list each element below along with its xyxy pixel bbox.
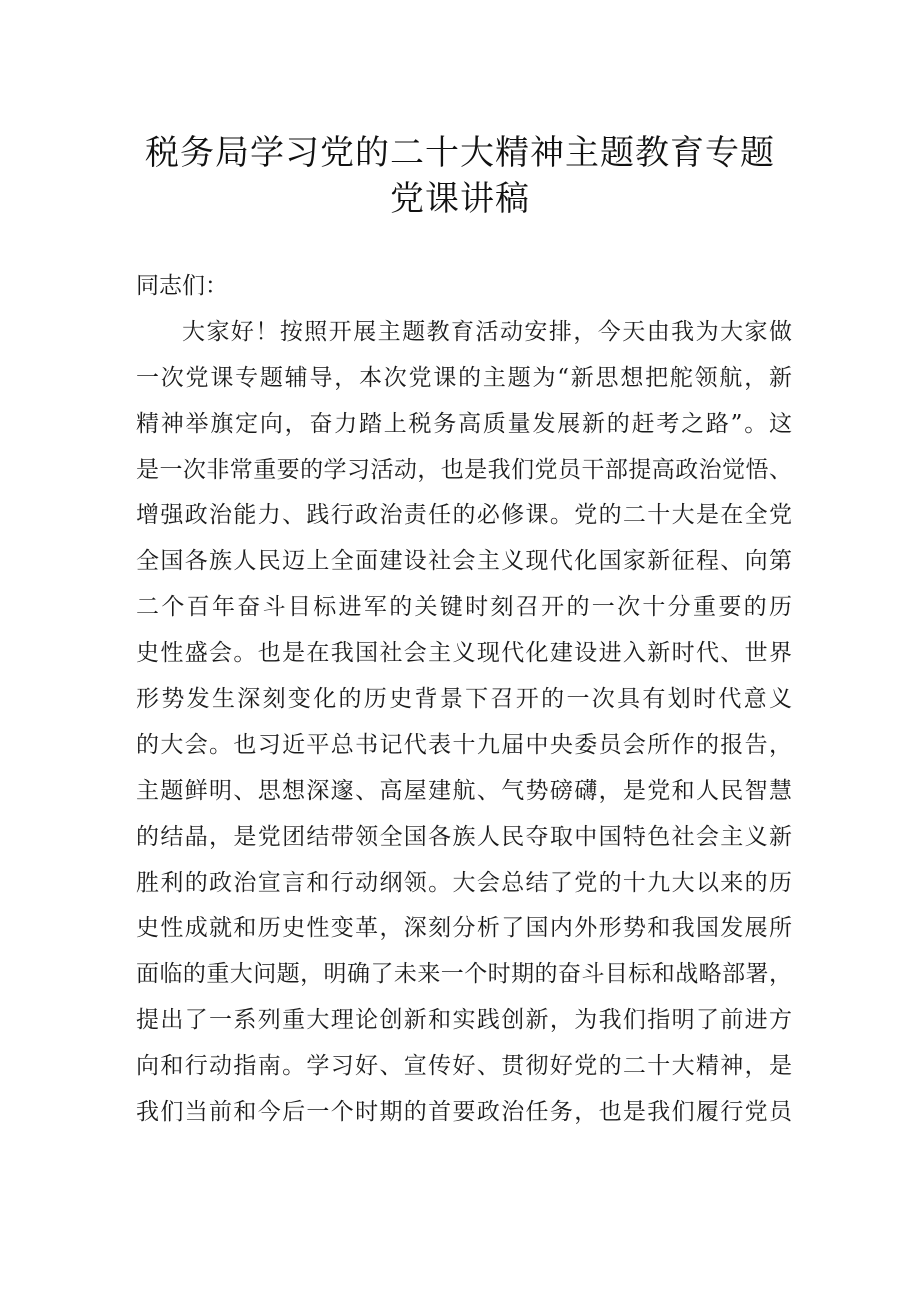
body-line: 是一次非常重要的学习活动，也是我们党员干部提高政治觉悟、: [136, 456, 792, 483]
body-line: 增强政治能力、践行政治责任的必修课。党的二十大是在全党: [136, 502, 792, 529]
document-title: [0, 130, 920, 222]
body-line: 史性盛会。也是在我国社会主义现代化建设进入新时代、世界: [136, 640, 792, 667]
document-body: [136, 264, 792, 1136]
body-line: 精神举旗定向，奋力踏上税务高质量发展新的赶考之路”。这: [136, 410, 792, 437]
body-line: 二个百年奋斗目标进军的关键时刻召开的一次十分重要的历: [136, 594, 792, 621]
body-line: 的大会。也习近平总书记代表十九届中央委员会所作的报告，: [136, 731, 792, 758]
body-line: 胜利的政治宣言和行动纲领。大会总结了党的十九大以来的历: [136, 869, 792, 896]
body-line: 向和行动指南。学习好、宣传好、贯彻好党的二十大精神，是: [136, 1053, 792, 1080]
body-line: 大家好！按照开展主题教育活动安排，今天由我为大家做: [182, 318, 792, 345]
body-line: 面临的重大问题，明确了未来一个时期的奋斗目标和战略部署，: [136, 961, 792, 988]
body-line: 史性成就和历史性变革，深刻分析了国内外形势和我国发展所: [136, 915, 792, 942]
body-line: 形势发生深刻变化的历史背景下召开的一次具有划时代意义: [136, 686, 792, 713]
title-line-1: 税务局学习党的二十大精神主题教育专题: [145, 133, 775, 173]
body-line: 提出了一系列重大理论创新和实践创新，为我们指明了前进方: [136, 1007, 792, 1034]
title-line-2: 党课讲稿: [390, 179, 530, 219]
salutation: 同志们：: [136, 273, 228, 299]
body-line: 的结晶，是党团结带领全国各族人民夺取中国特色社会主义新: [136, 823, 792, 850]
body-line: 一次党课专题辅导，本次党课的主题为“新思想把舵领航，新: [136, 364, 792, 391]
body-line: 全国各族人民迈上全面建设社会主义现代化国家新征程、向第: [136, 548, 792, 575]
body-line: 主题鲜明、思想深邃、高屋建航、气势磅礴，是党和人民智慧: [136, 777, 792, 804]
body-line: 我们当前和今后一个时期的首要政治任务，也是我们履行党员: [136, 1099, 792, 1126]
